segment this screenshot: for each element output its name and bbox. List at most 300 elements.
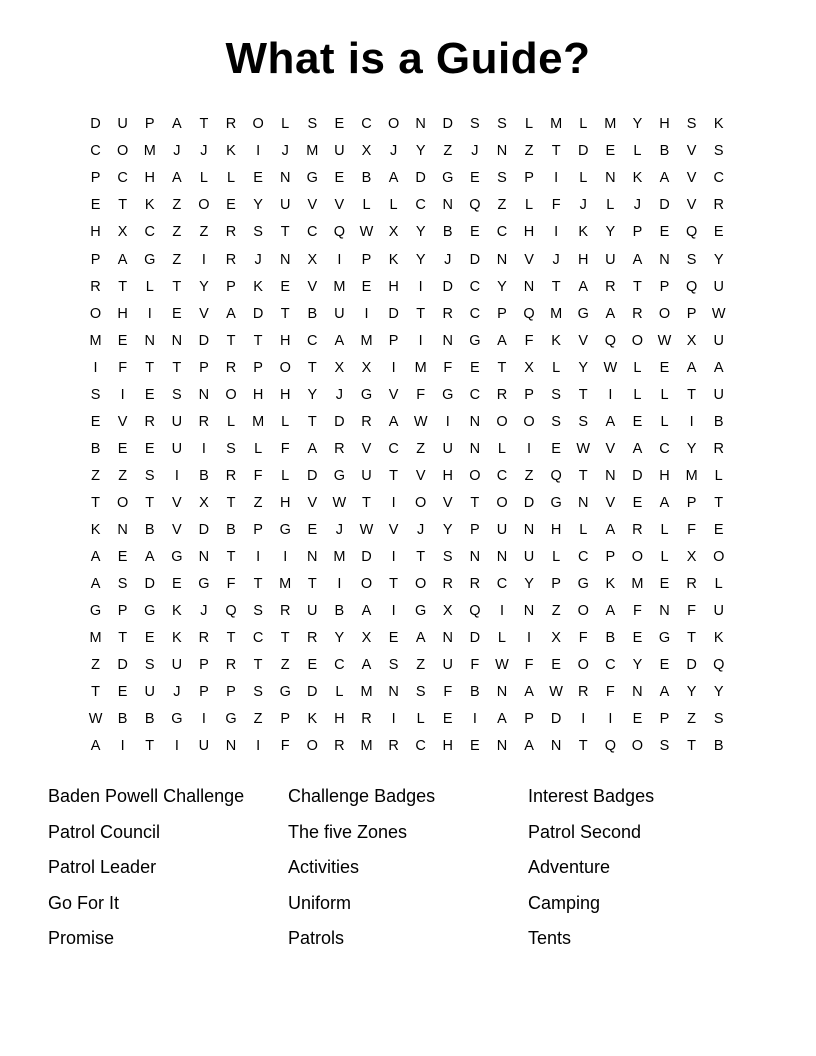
grid-cell: H — [388, 278, 399, 295]
grid-cell: L — [281, 467, 290, 484]
grid-cell: E — [171, 576, 182, 593]
grid-cell: X — [361, 630, 372, 647]
word-list-item: Patrol Council — [48, 821, 161, 842]
grid-cell: Y — [307, 386, 318, 403]
grid-cell: B — [605, 630, 616, 647]
grid-cell: I — [499, 603, 504, 620]
grid-cell: F — [443, 359, 453, 376]
grid-cell: V — [199, 305, 209, 322]
grid-cell: I — [581, 711, 586, 728]
grid-cell: X — [361, 143, 372, 160]
grid-cell: L — [552, 549, 561, 566]
grid-cell: D — [252, 305, 264, 322]
grid-cell: N — [442, 630, 453, 647]
grid-cell: I — [418, 278, 423, 295]
grid-cell: Y — [415, 143, 426, 160]
grid-cell: P — [361, 251, 372, 268]
grid-cell: G — [171, 549, 183, 566]
grid-cell: C — [577, 549, 589, 566]
word-list-column — [528, 779, 654, 957]
grid-cell: D — [307, 467, 318, 484]
grid-cell: S — [497, 116, 507, 133]
grid-cell: T — [416, 305, 426, 322]
grid-cell: F — [280, 440, 290, 457]
grid-cell: E — [144, 440, 155, 457]
grid-cell: D — [198, 332, 210, 349]
grid-cell: M — [631, 576, 644, 593]
grid-cell: T — [307, 413, 317, 430]
grid-cell: L — [660, 521, 669, 538]
grid-cell: U — [171, 440, 183, 457]
grid-cell: R — [361, 711, 372, 728]
grid-cell: N — [496, 143, 508, 160]
grid-cell: D — [334, 413, 345, 430]
grid-cell: T — [307, 576, 317, 593]
grid-cell: P — [199, 684, 209, 701]
grid-cell: B — [713, 738, 724, 755]
grid-cell: I — [608, 711, 613, 728]
grid-cell: Y — [713, 684, 724, 701]
grid-cell: U — [307, 603, 318, 620]
grid-cell: P — [524, 386, 534, 403]
grid-cell: I — [527, 630, 532, 647]
grid-cell: U — [442, 657, 453, 674]
word-list-column — [48, 779, 288, 957]
grid-cell: I — [391, 603, 396, 620]
grid-cell: Q — [469, 197, 481, 214]
grid-cell: V — [388, 386, 399, 403]
grid-cell: E — [334, 170, 345, 187]
grid-cell: A — [117, 251, 128, 268]
grid-cell: R — [577, 684, 589, 701]
grid-cell: N — [523, 603, 535, 620]
grid-cell: X — [117, 224, 128, 241]
grid-cell: V — [334, 197, 345, 214]
grid-cell: C — [496, 224, 508, 241]
grid-cell: B — [144, 521, 155, 538]
grid-cell: V — [578, 332, 589, 349]
grid-cell: N — [496, 549, 508, 566]
grid-cell: A — [415, 630, 426, 647]
grid-cell: E — [117, 549, 128, 566]
grid-cell: Z — [497, 197, 507, 214]
grid-cell: T — [578, 738, 588, 755]
grid-cell: E — [470, 738, 480, 755]
grid-cell: R — [496, 386, 508, 403]
grid-cell: J — [200, 143, 208, 160]
grid-cell: I — [120, 738, 125, 755]
grid-cell: Y — [713, 251, 724, 268]
grid-cell: I — [391, 549, 396, 566]
grid-cell: S — [713, 143, 724, 160]
grid-cell: M — [414, 359, 427, 376]
grid-cell: A — [90, 549, 101, 566]
grid-cell: O — [387, 116, 400, 133]
grid-cell: L — [497, 440, 506, 457]
grid-cell: H — [577, 251, 589, 268]
grid-cell: L — [199, 170, 208, 187]
grid-cell: A — [632, 440, 643, 457]
grid-cell: D — [388, 305, 399, 322]
grid-cell: I — [174, 467, 179, 484]
grid-cell: O — [415, 494, 427, 511]
grid-cell: R — [198, 413, 210, 430]
grid-cell: E — [713, 224, 724, 241]
grid-cell: T — [172, 278, 182, 295]
grid-cell: Z — [253, 494, 263, 511]
grid-cell: G — [577, 305, 589, 322]
grid-cell: E — [659, 657, 670, 674]
grid-cell: L — [660, 549, 669, 566]
grid-cell: L — [579, 170, 588, 187]
grid-cell: R — [442, 576, 453, 593]
grid-cell: Q — [333, 224, 346, 241]
grid-cell: T — [307, 359, 317, 376]
grid-cell: M — [306, 143, 319, 160]
grid-cell: H — [659, 116, 670, 133]
grid-cell: E — [659, 359, 670, 376]
grid-cell: Y — [632, 657, 643, 674]
grid-cell: A — [361, 603, 372, 620]
grid-cell: L — [497, 630, 506, 647]
grid-cell: I — [201, 711, 206, 728]
grid-cell: E — [90, 197, 101, 214]
grid-cell: W — [413, 413, 428, 430]
grid-cell: F — [551, 197, 561, 214]
grid-cell: P — [605, 549, 616, 566]
word-list-item: Tents — [528, 928, 572, 949]
grid-cell: O — [496, 413, 508, 430]
grid-cell: L — [335, 684, 344, 701]
grid-cell: I — [364, 305, 369, 322]
grid-cell: X — [334, 359, 345, 376]
grid-cell: I — [608, 386, 613, 403]
grid-cell: P — [686, 494, 697, 511]
grid-cell: E — [605, 143, 616, 160]
grid-cell: W — [603, 359, 618, 376]
grid-cell: O — [631, 332, 644, 349]
grid-cell: N — [442, 332, 453, 349]
word-list-item: Go For It — [48, 892, 120, 913]
grid-cell: N — [523, 521, 535, 538]
grid-cell: T — [91, 684, 100, 701]
grid-cell: O — [577, 603, 589, 620]
grid-cell: W — [332, 494, 347, 511]
grid-cell: O — [279, 359, 291, 376]
grid-cell: L — [579, 521, 588, 538]
grid-cell: S — [551, 386, 561, 403]
grid-cell: S — [253, 603, 263, 620]
grid-cell: U — [279, 197, 291, 214]
grid-cell: R — [713, 197, 724, 214]
word-list-item: Camping — [528, 892, 601, 913]
grid-cell: E — [171, 305, 182, 322]
grid-cell: C — [252, 630, 264, 647]
grid-cell: F — [687, 521, 697, 538]
grid-cell: F — [524, 332, 534, 349]
grid-cell: P — [90, 251, 101, 268]
grid-cell: P — [226, 684, 236, 701]
grid-cell: L — [525, 116, 534, 133]
grid-cell: C — [307, 224, 318, 241]
grid-cell: O — [523, 413, 535, 430]
word-list — [48, 779, 654, 957]
grid-cell: Q — [523, 305, 535, 322]
grid-cell: K — [388, 251, 399, 268]
grid-cell: T — [687, 386, 697, 403]
grid-cell: V — [605, 494, 616, 511]
grid-cell: E — [632, 711, 643, 728]
grid-cell: S — [144, 467, 155, 484]
grid-cell: P — [524, 170, 534, 187]
grid-cell: P — [632, 224, 643, 241]
grid-cell: H — [659, 467, 670, 484]
grid-cell: A — [307, 440, 318, 457]
grid-cell: B — [199, 467, 209, 484]
grid-cell: S — [578, 413, 589, 430]
grid-cell: A — [144, 549, 155, 566]
grid-cell: U — [334, 143, 345, 160]
grid-cell: B — [659, 143, 670, 160]
grid-cell: S — [144, 657, 155, 674]
grid-cell: S — [497, 170, 507, 187]
grid-cell: A — [171, 170, 182, 187]
grid-cell: Z — [253, 711, 263, 728]
grid-cell: D — [523, 494, 535, 511]
grid-cell: M — [143, 143, 156, 160]
word-list-item: Patrol Second — [528, 821, 642, 842]
grid-cell: U — [334, 305, 345, 322]
grid-cell: R — [225, 359, 237, 376]
grid-cell: H — [442, 467, 453, 484]
grid-cell: A — [388, 413, 399, 430]
grid-cell: A — [90, 738, 101, 755]
grid-cell: E — [90, 413, 101, 430]
grid-cell: L — [633, 143, 642, 160]
grid-cell: Z — [280, 657, 290, 674]
grid-cell: E — [117, 332, 128, 349]
grid-cell: P — [199, 359, 209, 376]
grid-cell: N — [415, 116, 426, 133]
grid-cell: R — [388, 738, 399, 755]
grid-cell: U — [144, 684, 155, 701]
grid-cell: J — [254, 251, 262, 268]
grid-cell: S — [551, 413, 561, 430]
grid-cell: D — [415, 170, 426, 187]
grid-cell: T — [578, 467, 588, 484]
grid-cell: N — [496, 684, 508, 701]
grid-cell: V — [117, 413, 128, 430]
grid-cell: R — [334, 738, 345, 755]
grid-cell: S — [90, 386, 101, 403]
grid-cell: I — [174, 738, 179, 755]
grid-cell: D — [442, 116, 453, 133]
grid-cell: W — [359, 521, 374, 538]
grid-cell: N — [496, 251, 508, 268]
grid-cell: Z — [172, 224, 182, 241]
grid-cell: U — [198, 738, 210, 755]
grid-cell: Z — [118, 467, 128, 484]
grid-cell: W — [359, 224, 374, 241]
grid-cell: L — [226, 413, 236, 430]
grid-cell: E — [144, 386, 155, 403]
grid-cell: I — [120, 386, 125, 403]
grid-cell: Y — [442, 521, 453, 538]
grid-cell: G — [279, 521, 291, 538]
grid-cell: K — [226, 143, 236, 160]
grid-cell: D — [442, 278, 453, 295]
grid-cell: U — [442, 440, 453, 457]
grid-cell: W — [495, 657, 509, 674]
grid-cell: A — [605, 521, 616, 538]
grid-cell: Y — [497, 278, 507, 295]
grid-cell: O — [631, 549, 644, 566]
grid-cell: N — [198, 386, 210, 403]
grid-cell: T — [280, 224, 290, 241]
grid-cell: C — [361, 116, 372, 133]
grid-cell: T — [253, 332, 263, 349]
grid-cell: X — [524, 359, 534, 376]
grid-cell: O — [117, 143, 129, 160]
grid-cell: L — [145, 278, 154, 295]
grid-cell: R — [361, 413, 372, 430]
grid-cell: Q — [685, 278, 698, 295]
grid-cell: S — [171, 386, 182, 403]
grid-cell: A — [686, 359, 697, 376]
grid-cell: L — [660, 413, 669, 430]
grid-cell: E — [470, 170, 480, 187]
grid-cell: N — [279, 170, 291, 187]
grid-cell: G — [658, 630, 671, 647]
grid-cell: T — [118, 197, 128, 214]
grid-cell: X — [686, 332, 697, 349]
grid-cell: T — [172, 359, 182, 376]
grid-cell: Y — [686, 440, 697, 457]
grid-cell: K — [713, 116, 724, 133]
grid-cell: V — [388, 521, 399, 538]
grid-cell: L — [660, 386, 669, 403]
grid-cell: C — [469, 305, 481, 322]
grid-cell: H — [117, 305, 128, 322]
grid-cell: N — [550, 738, 562, 755]
grid-cell: I — [201, 440, 206, 457]
grid-cell: G — [415, 603, 427, 620]
grid-cell: C — [469, 278, 481, 295]
grid-cell: J — [389, 143, 398, 160]
grid-cell: C — [496, 467, 508, 484]
grid-cell: N — [605, 467, 616, 484]
grid-cell: E — [470, 359, 480, 376]
grid-cell: A — [713, 359, 724, 376]
grid-cell: C — [659, 440, 670, 457]
grid-cell: T — [551, 143, 561, 160]
grid-cell: C — [334, 657, 345, 674]
grid-cell: G — [225, 711, 237, 728]
grid-cell: L — [525, 197, 534, 214]
grid-cell: I — [554, 170, 559, 187]
grid-cell: O — [252, 116, 264, 133]
grid-cell: P — [199, 657, 209, 674]
grid-cell: Q — [713, 657, 725, 674]
word-list-item: Adventure — [528, 857, 611, 878]
grid-cell: E — [280, 278, 291, 295]
grid-cell: D — [577, 143, 589, 160]
grid-cell: Z — [172, 251, 182, 268]
grid-cell: T — [118, 630, 128, 647]
grid-cell: D — [469, 251, 481, 268]
grid-cell: N — [198, 549, 210, 566]
grid-cell: Q — [550, 467, 562, 484]
grid-cell: J — [471, 143, 479, 160]
grid-cell: V — [171, 521, 182, 538]
grid-cell: R — [442, 305, 453, 322]
grid-cell: E — [713, 521, 724, 538]
grid-cell: Z — [199, 224, 209, 241]
grid-cell: N — [388, 684, 399, 701]
grid-cell: O — [631, 738, 644, 755]
grid-cell: N — [659, 603, 670, 620]
grid-cell: P — [686, 305, 697, 322]
grid-cell: M — [360, 738, 373, 755]
grid-cell: D — [659, 197, 670, 214]
grid-cell: I — [201, 251, 206, 268]
grid-cell: G — [360, 386, 373, 403]
grid-cell: E — [632, 494, 643, 511]
grid-cell: Q — [685, 224, 698, 241]
grid-cell: N — [496, 738, 508, 755]
grid-cell: G — [333, 467, 346, 484]
grid-cell: R — [632, 521, 643, 538]
grid-cell: T — [362, 494, 371, 511]
grid-cell: U — [605, 251, 616, 268]
grid-cell: C — [388, 440, 399, 457]
grid-cell: P — [524, 711, 534, 728]
grid-cell: O — [306, 738, 318, 755]
grid-cell: L — [714, 467, 723, 484]
grid-cell: R — [225, 657, 237, 674]
grid-cell: V — [686, 143, 697, 160]
grid-cell: E — [253, 170, 263, 187]
grid-cell: I — [527, 440, 532, 457]
grid-cell: H — [523, 224, 535, 241]
word-list-item: Interest Badges — [528, 786, 655, 806]
grid-cell: V — [307, 494, 318, 511]
grid-cell: V — [605, 440, 616, 457]
grid-cell: C — [469, 386, 481, 403]
grid-cell: F — [687, 603, 697, 620]
grid-cell: S — [470, 116, 480, 133]
grid-cell: H — [90, 224, 101, 241]
grid-cell: F — [632, 603, 642, 620]
grid-cell: U — [713, 386, 724, 403]
grid-cell: S — [686, 116, 697, 133]
grid-cell: F — [253, 467, 263, 484]
grid-cell: O — [469, 467, 481, 484]
grid-cell: X — [199, 494, 209, 511]
grid-cell: Z — [91, 467, 100, 484]
grid-cell: G — [442, 170, 454, 187]
grid-cell: Y — [686, 684, 697, 701]
grid-cell: A — [171, 116, 182, 133]
grid-cell: G — [577, 576, 589, 593]
grid-cell: V — [307, 197, 318, 214]
grid-cell: H — [144, 170, 155, 187]
grid-cell: U — [713, 278, 724, 295]
grid-cell: G — [442, 386, 454, 403]
grid-cell: L — [714, 576, 723, 593]
grid-cell: L — [254, 440, 263, 457]
grid-cell: T — [389, 467, 398, 484]
